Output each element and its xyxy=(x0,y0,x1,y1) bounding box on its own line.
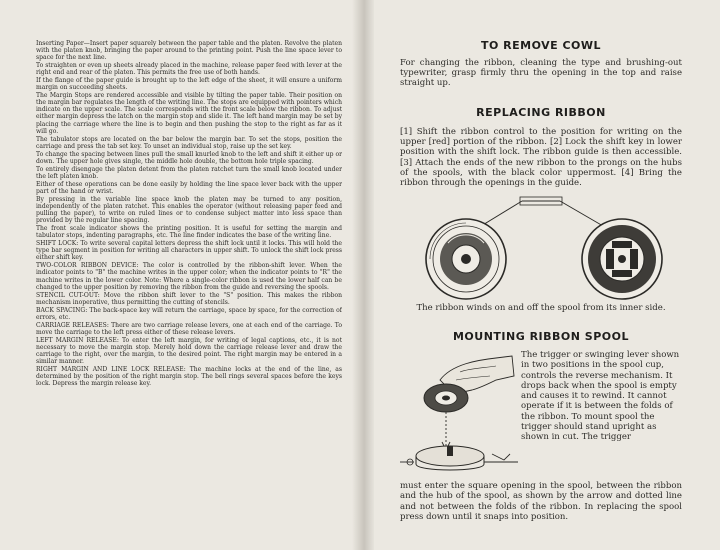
left-page xyxy=(36,40,342,540)
instruction-paragraph: To straighten or even up sheets already placed in the machine, release paper feed with lever at the right end and rear of the platen. This permits the free use of both hands. xyxy=(36,62,342,77)
spool-caption: The ribbon winds on and off the spool from its inner side. xyxy=(416,303,666,313)
instruction-paragraph: BACK SPACING: The back-space key will return the carriage, space by space, for the correction of errors, etc. xyxy=(36,306,342,321)
instruction-paragraph: Inserting Paper—Insert paper squarely between the paper table and the platen. Revolve the platen with the platen knob, bringing the paper around to the printing point. Push the line space lever to space for the next line. xyxy=(36,40,342,62)
instruction-paragraph: By pressing in the variable line space knob the platen may be turned to any position, independently of the platen ratchet. This enables the operator (without releasing paper feed and pulling the paper), to write on ruled lines or to condense subject matter into less space than provided by the regular line spacing. xyxy=(36,195,342,225)
mounting-spool-heading: MOUNTING RIBBON SPOOL xyxy=(452,330,629,343)
instruction-paragraph: To change the spacing between lines pull the small knurled knob to the left and shift it either up or down. The upper hole gives single, the middle hole double, the bottom hole triple spacing. xyxy=(36,150,342,165)
instruction-paragraph: STENCIL CUT-OUT: Move the ribbon shift lever to the "S" position. This makes the ribbon mechanism inoperative, thus permitting the cutting of stencils. xyxy=(36,291,342,306)
instruction-paragraph: RIGHT MARGIN AND LINE LOCK RELEASE: The machine locks at the end of the line, as determined by the position of the right margin stop. The bell rings several spaces before the keys lock. Depress the margin release key. xyxy=(36,366,342,388)
replacing-ribbon-heading: REPLACING RIBBON xyxy=(476,106,606,119)
instruction-paragraph: The Margin Stops are rendered accessible and visible by tilting the paper table. Their position on the margin bar regulates the length of the writing line. The stops are equipped with pointers which indicate on the upper scale. The scale corresponds with the front scale below the ribbon. To adjust either margin depress the latch on the margin stop and slide it. The left hand margin may be set by placing the carriage where the line is to begin and then pushing the stop to the right as far as it will go. xyxy=(36,92,342,135)
right-spool-icon xyxy=(582,219,662,299)
instruction-paragraph: To entirely disengage the platen detent from the platen ratchet turn the small knob located under the left platen knob. xyxy=(36,165,342,180)
instruction-paragraph: The front scale indicator shows the printing position. It is useful for setting the margin and tabulator stops, indenting paragraphs, etc. The line finder indicates the base of the writing line. xyxy=(36,225,342,240)
mounting-spool-bottom-text: must enter the square opening in the spool, between the ribbon and the hub of the spool, as shown by the arrow and dotted line and not between the folds of the ribbon. In replacing the spool press down until it snaps into position. xyxy=(400,481,682,522)
spool-cup-icon xyxy=(400,446,518,470)
mounting-spool-illustration xyxy=(400,350,518,480)
right-page xyxy=(400,36,682,536)
instruction-paragraph: Either of these operations can be done easily by holding the line space lever back with the upper part of the hand or wrist. xyxy=(36,180,342,195)
instruction-paragraph: If the flange of the paper guide is brought up to the left edge of the sheet, it will ensure a uniform margin on succeeding sheets. xyxy=(36,77,342,92)
replacing-ribbon-text: [1] Shift the ribbon control to the position for writing on the upper [red] portion of the ribbon. [2] Lock the shift key in lower position with the shift lock. The ribbon guide is then accessible. [3] Attach the ends of the new ribbon to the prongs on the hubs of the spools, with the black color uppermost. [4] Bring the ribbon through the openings in the guide. xyxy=(400,127,682,189)
instruction-paragraph: LEFT MARGIN RELEASE: To enter the left margin, for writing of legal captions, etc., it is not necessary to move the margin stop. Merely hold down the carriage release lever and draw the carriage to the right, over the margin, to the desired point. The right margin may be entered in a similar manner. xyxy=(36,336,342,366)
held-spool-icon xyxy=(424,384,468,412)
remove-cowl-heading: TO REMOVE COWL xyxy=(480,39,602,52)
instruction-paragraph: CARRIAGE RELEASES: There are two carriage release levers, one at each end of the carriage. To move the carriage to the left press either of these release levers. xyxy=(36,321,342,336)
remove-cowl-text: For changing the ribbon, cleaning the type and brushing-out typewriter, grasp firmly thru the opening in the top and raise straight up. xyxy=(400,58,682,89)
instruction-paragraph: The tabulator stops are located on the bar below the margin bar. To set the stops, position the carriage and press the tab set key. To unset an individual stop, raise up the set key. xyxy=(36,135,342,150)
instruction-paragraph: SHIFT LOCK: To write several capital letters depress the shift lock until it locks. This will hold the type bar segment in position for writing all characters in upper shift. To unlock the shift lock press either shift key. xyxy=(36,240,342,262)
left-spool-icon xyxy=(426,219,506,299)
instruction-paragraph: TWO-COLOR RIBBON DEVICE: The color is controlled by the ribbon-shift lever. When the indicator points to "B" the machine writes in the upper color; when the indicator points to "R" the machine writes in the lower color. Note: Where a single-color ribbon is used the lower half can be changed to the upper position by removing the ribbon from the guide and reversing the spools. xyxy=(36,262,342,291)
page-gutter xyxy=(352,0,374,550)
ribbon-spools-illustration xyxy=(400,193,682,303)
mounting-spool-side-text: The trigger or swinging lever shown in two positions in the spool cup, controls the reverse mechanism. It drops back when the spool is empty and causes it to rewind. It cannot operate if it is between the folds of the ribbon. To mount spool the trigger should stand upright as shown in cut. The trigger xyxy=(521,350,680,443)
